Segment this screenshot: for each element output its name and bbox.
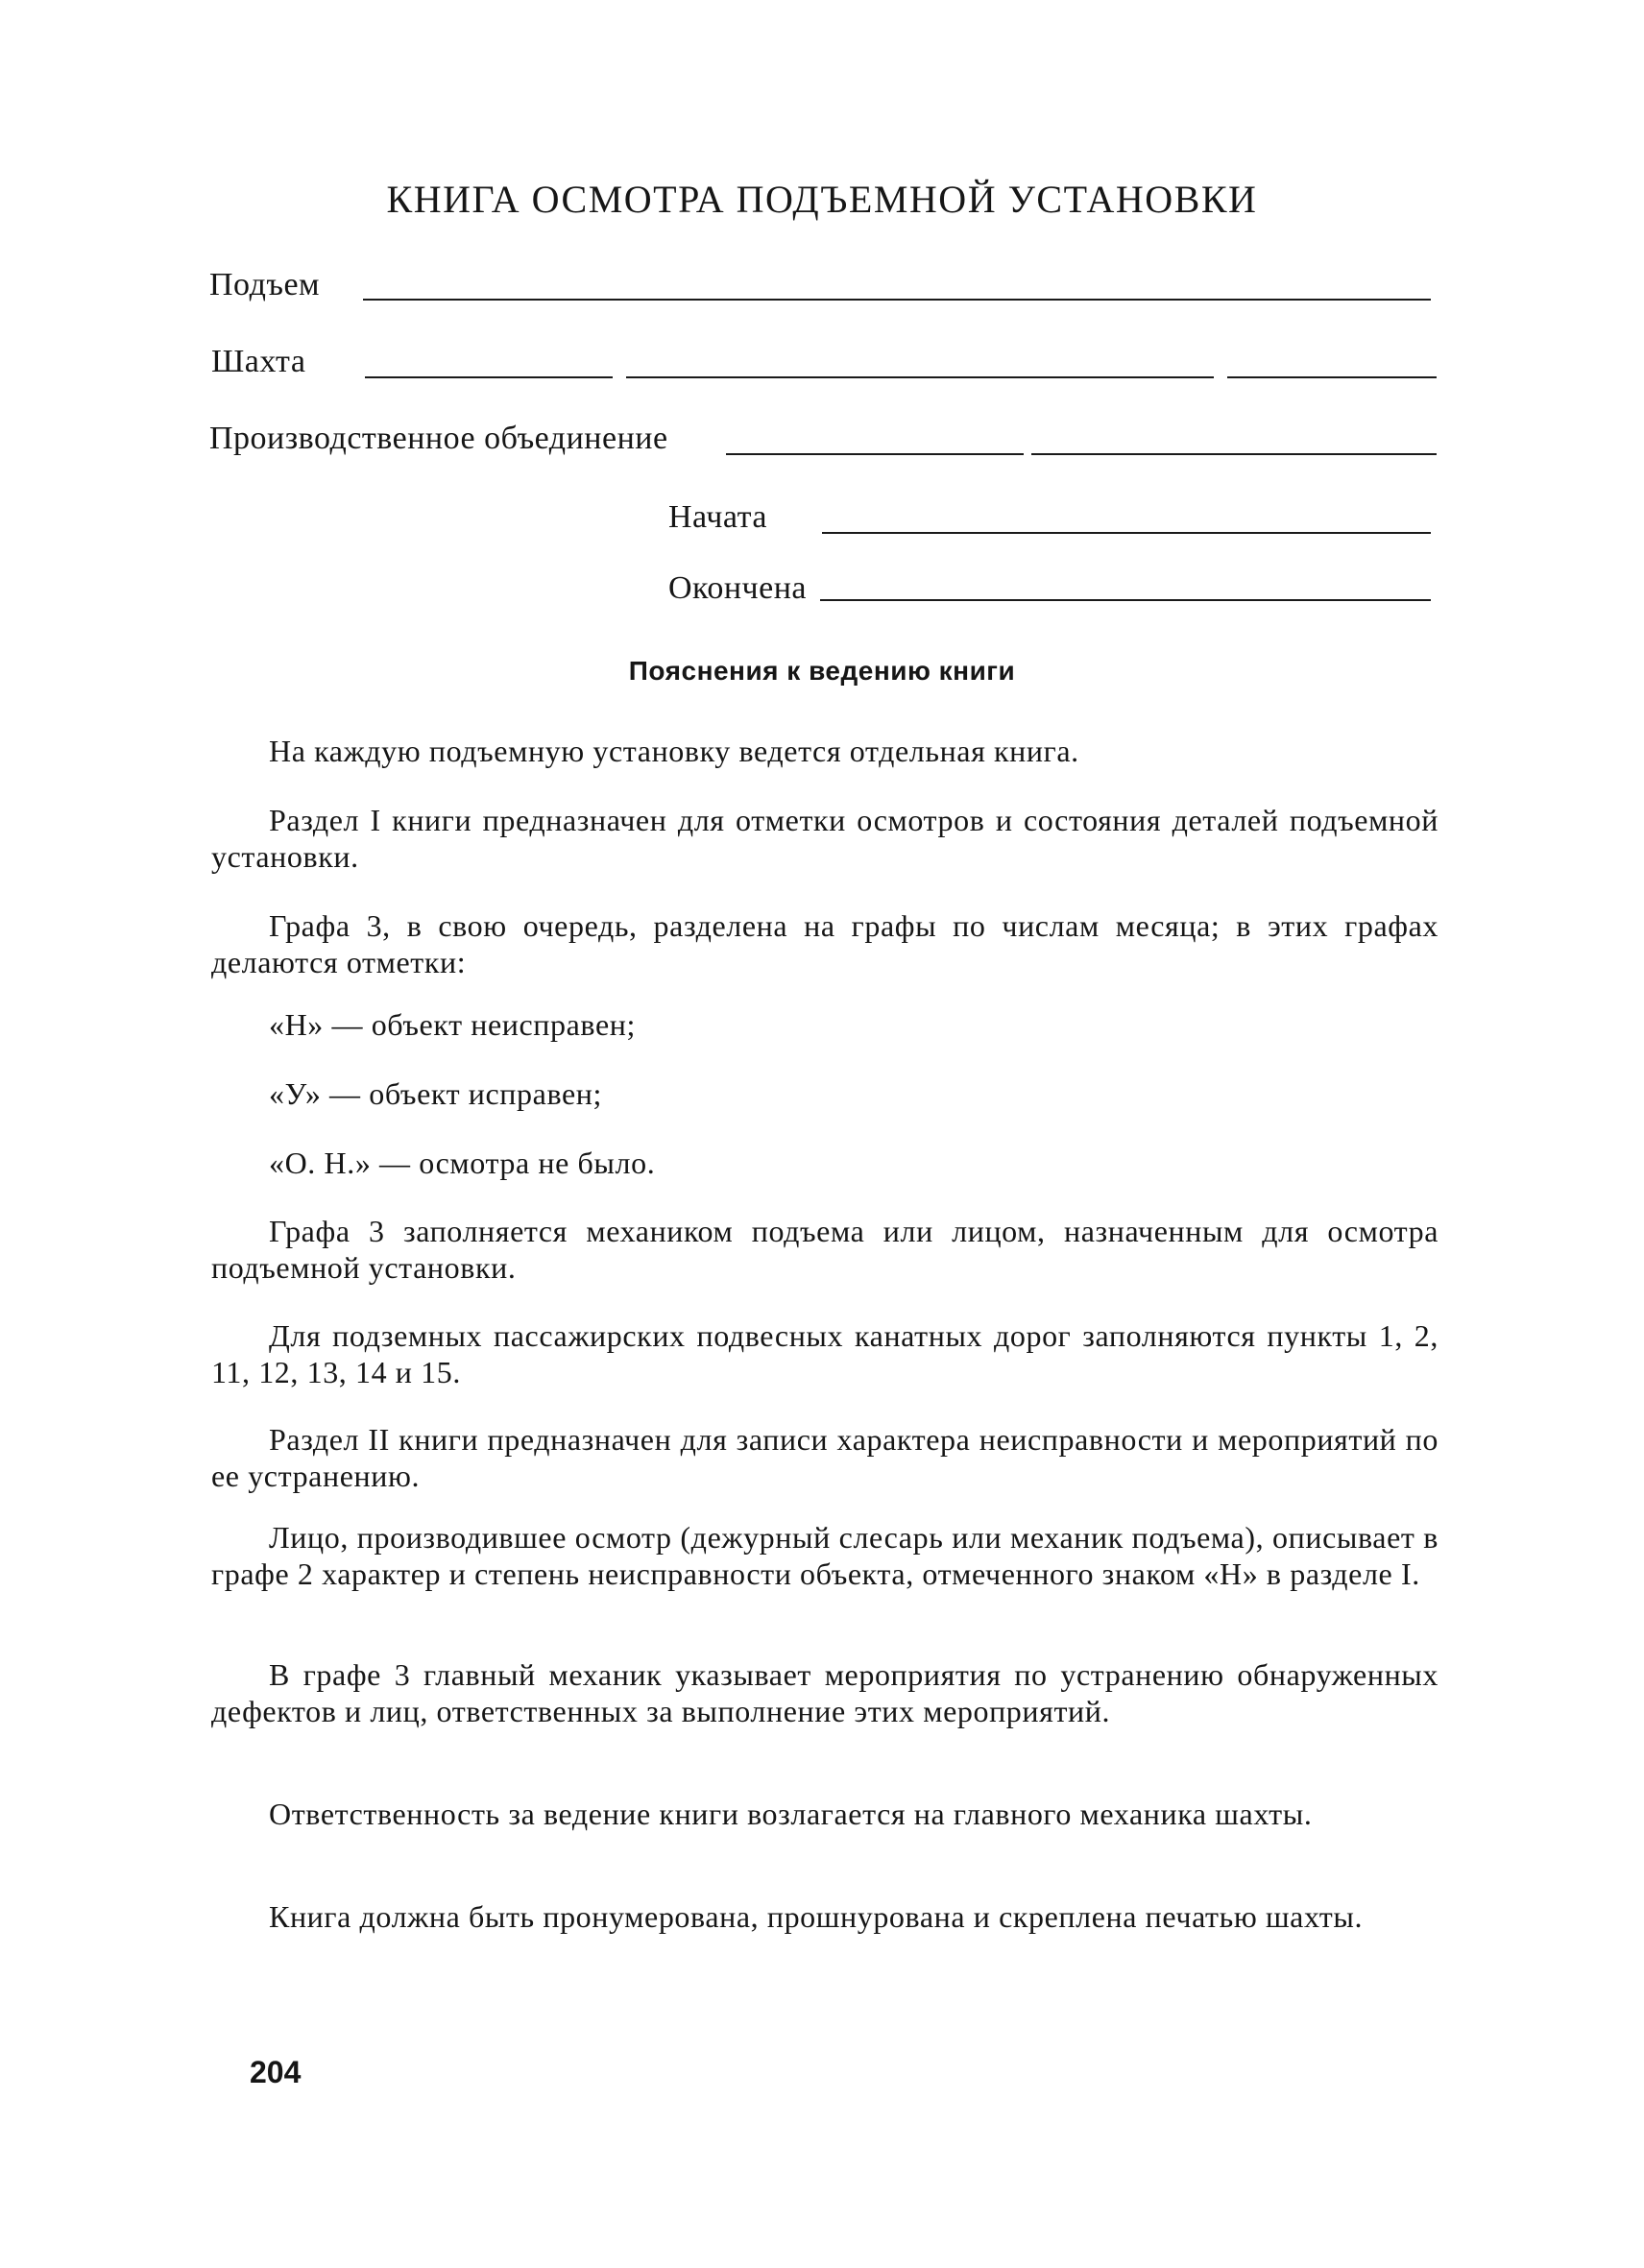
field-label-okonchena: Окончена xyxy=(668,570,808,606)
field-line-okonchena[interactable] xyxy=(820,599,1431,601)
field-line-obedinenie-1[interactable] xyxy=(726,453,1024,455)
mark-on: «О. Н.» — осмотра не было. xyxy=(269,1146,656,1180)
mark-n: «Н» — объект неисправен; xyxy=(269,1007,636,1042)
field-line-shakhta-3[interactable] xyxy=(1227,376,1437,378)
page-number: 204 xyxy=(250,2055,302,2089)
field-line-nachata[interactable] xyxy=(822,532,1431,534)
field-line-obedinenie-2[interactable] xyxy=(1031,453,1437,455)
field-label-nachata: Начата xyxy=(668,499,767,535)
field-label-shakhta: Шахта xyxy=(211,344,306,379)
paragraph-1: На каждую подъемную установку ведется отдельная книга. xyxy=(269,734,1079,768)
instructions-heading: Пояснения к ведению книги xyxy=(628,656,1016,686)
field-label-obedinenie: Производственное объединение xyxy=(209,421,668,456)
paragraph-5: Для подземных пассажирских подвесных канатных дорог заполняются пункты 1, 2, 11, 12, 13, 14 и 15. xyxy=(211,1318,1438,1389)
document-title: КНИГА ОСМОТРА ПОДЪЕМНОЙ УСТАНОВКИ xyxy=(386,178,1258,221)
field-label-podyem: Подъем xyxy=(209,267,321,302)
paragraph-2: Раздел I книги предназначен для отметки осмотров и состояния деталей подъемной установки. xyxy=(211,803,1438,874)
paragraph-9: Ответственность за ведение книги возлагается на главного механика шахты. xyxy=(269,1797,1313,1831)
field-line-podyem[interactable] xyxy=(363,299,1431,301)
paragraph-7: Лицо, производившее осмотр (дежурный слесарь или механик подъема), описывает в графе 2 характер и степень неисправности объекта, отмеченного знаком «Н» в разделе I. xyxy=(211,1520,1438,1591)
paragraph-8: В графе 3 главный механик указывает мероприятия по устранению обнаруженных дефектов и лиц, ответственных за выполнение этих мероприятий. xyxy=(211,1657,1438,1728)
paragraph-3: Графа 3, в свою очередь, разделена на графы по числам месяца; в этих графах делаются отметки: xyxy=(211,908,1438,979)
mark-u: «У» — объект исправен; xyxy=(269,1076,602,1111)
paragraph-4: Графа 3 заполняется механиком подъема или лицом, назначенным для осмотра подъемной установки. xyxy=(211,1214,1438,1285)
field-line-shakhta-2[interactable] xyxy=(626,376,1214,378)
paragraph-10: Книга должна быть пронумерована, прошнурована и скреплена печатью шахты. xyxy=(269,1899,1364,1934)
paragraph-6: Раздел II книги предназначен для записи характера неисправности и мероприятий по ее устранению. xyxy=(211,1422,1438,1493)
field-line-shakhta-1[interactable] xyxy=(365,376,613,378)
